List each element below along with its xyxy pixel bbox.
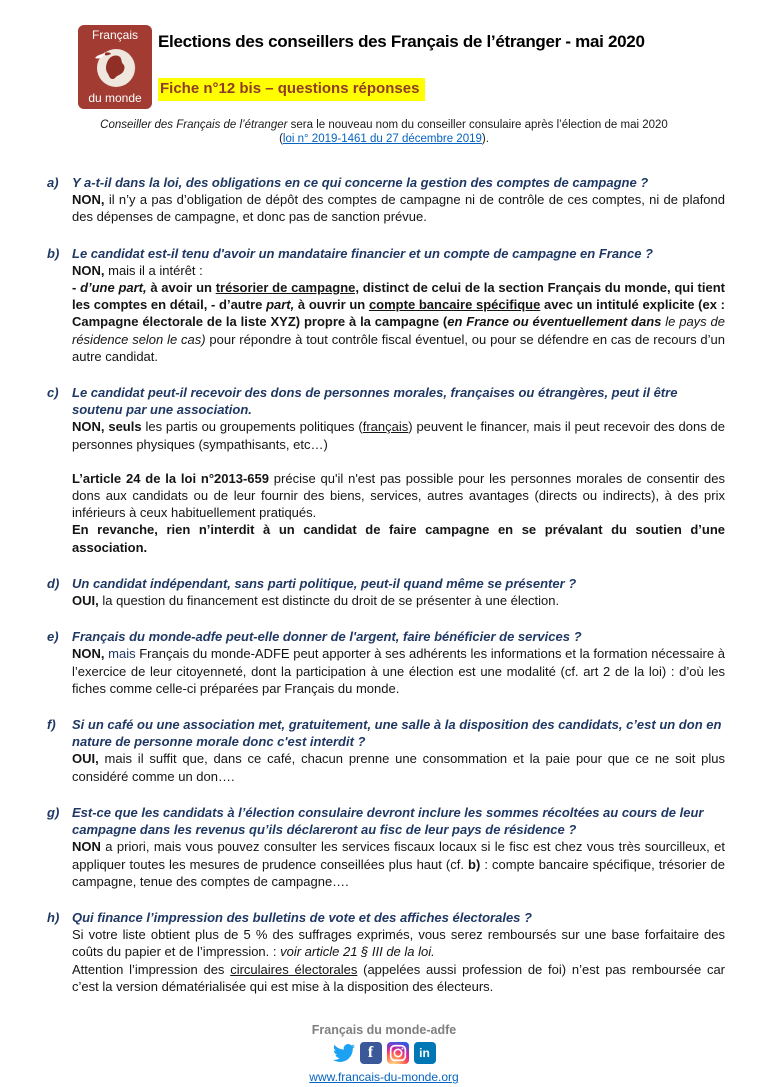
law-link-prefix: ( [279,132,283,145]
text-run: ) peuvent le financer, mais il peut recevoir des dons de personnes physiques (sympathisants, etc…) [72,419,726,452]
answer-paragraph [72,838,725,890]
facebook-letter: f [367,1043,374,1061]
section-label: g) [47,804,60,820]
text-run: : compte bancaire spécifique, trésorier de campagne, tenue des comptes de campagne…. [72,856,725,889]
intro-note-rest: sera le nouveau nom du conseiller consulaire après l’élection de mai 2020 [287,119,668,131]
text-run: il n’y a pas d’obligation de dépôt des comptes de campagne ni de contrôle de ces comptes, ni de plafond des dépenses de campagne, et donc pas de sanction prévue. [72,192,725,225]
linkedin-letters: in [419,1045,430,1060]
qa-section-f [47,716,725,785]
section-label: h) [47,909,60,925]
text-run: Français du monde-adfe peut-elle donner de l'argent, faire bénéficier de services ? [72,629,582,645]
answer-paragraph [72,279,725,365]
law-link[interactable]: loi n° 2019-1461 du 27 décembre 2019 [282,132,482,145]
text-run: a priori, mais vous pouvez consulter les services fiscaux locaux si le fisc est chez vous très sourcilleux, et appliquer toutes les mesures de prudence conseillées plus haut (cf. [72,839,725,872]
text-run: précise qu'il n'est pas possible pour les personnes morales de consentir des dons aux candidats ou de leur fournir des biens, services, autres avantages (directs ou indirects), à des prix inférieurs à ceux habituellement pratiqués. [72,470,725,521]
intro-note-italic: Conseiller des Français de l’étranger [100,119,288,131]
section-label: f) [47,717,56,733]
answer-paragraph [72,262,725,279]
text-run: part, [266,297,295,313]
logo-text-bottom: du monde [88,91,142,105]
document-header [0,0,768,109]
text-run: Qui finance l’impression des bulletins de vote et des affiches électorales ? [72,909,532,925]
logo-text-top: Français [91,28,138,42]
question-text [72,384,725,418]
text-run: L’article 24 de la loi n°2013-659 [72,470,269,486]
twitter-icon[interactable] [333,1042,355,1064]
section-label: a) [47,175,59,190]
text-run: NON, [72,192,105,208]
text-run: avec un intitulé explicite (ex : Campagne électorale de la liste XYZ) propre à la campagne ( [72,297,725,330]
text-run: Attention l’impression des [72,961,231,977]
text-run: Le candidat peut-il recevoir des dons de personnes morales, françaises ou étrangères, peut il être soutenu par une association. [72,385,678,418]
qa-section-h [47,909,725,995]
question-text [72,628,725,645]
answer-paragraph [72,470,725,522]
document-footer [0,1023,768,1084]
section-label: d) [47,575,60,591]
section-label: c) [47,385,59,401]
qa-section-c [47,384,725,556]
text-run: Est-ce que les candidats à l’élection consulaire devront inclure les sommes récoltées au cours de leur campagne dans les revenus qu’ils déclareront au fisc de leur pays de résidence ? [72,804,704,838]
francais-du-monde-logo [78,25,152,109]
text-run: mais il a intérêt : [104,262,203,278]
qa-sections [0,174,768,995]
qa-section-e [47,628,725,697]
text-run: Y a-t-il dans la loi, des obligations en ce qui concerne la gestion des comptes de campagne ? [72,175,649,190]
globe-icon [91,44,139,90]
text-run: trésorier de campagne, [215,280,359,296]
answer-paragraph [72,750,725,784]
fiche-subtitle-highlighted: Fiche n°12 bis – questions réponses [158,78,425,101]
question-text [72,716,725,750]
question-text [72,804,725,838]
text-run: NON [72,839,101,855]
question-text [72,174,725,191]
website-link-row [0,1070,768,1084]
text-run: français [362,419,409,435]
answer-paragraph [72,645,725,697]
qa-section-d [47,575,725,609]
question-text [72,245,725,262]
text-run: la question du financement est distincte du droit de se présenter à une élection. [98,593,560,609]
text-run: d’une part, [80,280,147,296]
question-text [72,909,725,926]
social-icons-row [0,1042,768,1064]
text-run: OUI, [72,593,99,609]
text-run: Français du monde-ADFE peut apporter à ses adhérents les informations et la formation nécessaire à l’exercice de leur citoyenneté, dont la participation à une élection est une modalité (cf. art 2 de la loi) : d’où les fiches comme celle-ci préparées par Français du monde. [72,646,725,696]
text-run: - [72,280,81,296]
section-label: e) [47,629,59,645]
document-title: Elections des conseillers des Français de l’étranger - mai 2020 [158,32,645,51]
text-run: les partis ou groupements politiques ( [141,419,363,435]
answer-paragraph [72,191,725,225]
text-run: b) [468,856,481,872]
org-name: Français du monde-adfe [311,1022,457,1037]
text-run: En revanche, rien n’interdit à un candidat de faire campagne en se prévalant du soutien d’une association. [72,522,725,555]
intro-note [0,119,768,146]
qa-section-g [47,804,725,890]
text-run: Si un café ou une association met, gratuitement, une salle à la disposition des candidats, c’est un don en nature de personne morale donc c'est interdit ? [72,717,722,750]
instagram-icon[interactable] [387,1042,409,1064]
text-run: Un candidat indépendant, sans parti politique, peut-il quand même se présenter ? [72,575,577,591]
text-run: pour répondre à tout contrôle fiscal éventuel, ou pour se défendre en cas de recours d’un autre candidat. [72,331,725,364]
text-run: NON, [72,262,105,278]
text-run: (appelées aussi profession de foi) n’est pas remboursée car c’est la version dématérialisée qui est mise à la disposition des électeurs. [72,961,726,994]
answer-paragraph [72,521,725,555]
question-text [72,575,725,592]
text-run: NON, [72,646,105,662]
text-run: OUI, [72,751,99,767]
answer-paragraph [72,592,725,609]
qa-section-a [47,174,725,226]
text-run: mais [104,646,136,662]
linkedin-icon[interactable] [414,1042,436,1064]
text-run: mais il suffit que, dans ce café, chacun prenne une consommation et la paie pour que ce ne soit plus considéré comme un don…. [72,751,725,784]
text-run: en France ou éventuellement dans [447,314,662,330]
text-run: à ouvrir un [294,297,369,313]
website-link[interactable]: www.francais-du-monde.org [309,1069,459,1084]
answer-paragraph [72,926,725,960]
section-label: b) [47,245,60,261]
text-run: distinct de celui de la section Français du monde, qui tient les comptes en détail, - d’autre [72,280,725,313]
qa-section-b [47,245,725,365]
text-run: voir article 21 § III de la loi. [280,944,435,960]
text-run: Si votre liste obtient plus de 5 % des suffrages exprimés, vous serez remboursés sur une base forfaitaire des coûts du papier et de l’impression. : [72,927,725,960]
facebook-icon[interactable] [360,1042,382,1064]
law-link-suffix: ). [481,132,489,145]
text-run: circulaires électorales [230,961,358,977]
text-run: le pays de résidence selon le cas) [72,314,725,347]
text-run: NON, seuls [72,419,142,435]
header-titles [158,25,645,101]
text-run: à avoir un [146,280,216,296]
answer-paragraph [72,961,725,995]
text-run: Le candidat est-il tenu d'avoir un mandataire financier et un compte de campagne en France ? [72,245,654,261]
text-run: compte bancaire spécifique [368,297,541,313]
answer-paragraph [72,418,725,452]
